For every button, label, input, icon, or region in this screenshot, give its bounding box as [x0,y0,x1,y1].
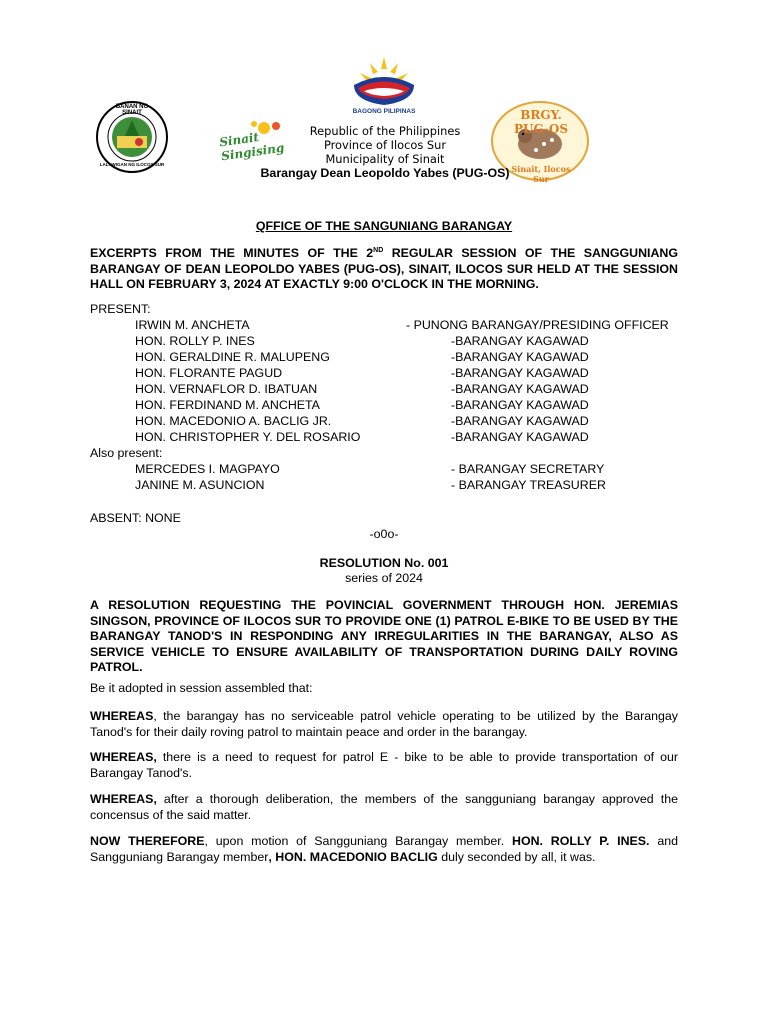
seal-top-text: BANAN NG SINAIT [115,104,149,116]
attendee-position: -BARANGAY KAGAWAD [451,350,589,364]
header-lines [300,124,470,166]
resolution-number: RESOLUTION No. 001 [319,556,449,570]
bagong-pilipinas-label: BAGONG PILIPINAS [352,108,416,115]
resolution-series: series of 2024 [345,571,423,585]
attendee-name: HON. FLORANTE PAGUD [135,366,283,380]
also-present-position: - BARANGAY TREASURER [451,478,606,492]
seconder-name: , HON. MACEDONIO BACLIG [268,849,438,864]
also-present-name: JANINE M. ASUNCION [135,478,265,492]
adopted-line: Be it adopted in session assembled that: [90,681,313,695]
mover-name: HON. ROLLY P. INES. [512,834,650,848]
attendee-name: IRWIN M. ANCHETA [135,318,250,332]
whereas-label: WHEREAS, [90,750,157,764]
whereas-paragraph-2 [90,750,678,781]
also-present-position: - BARANGAY SECRETARY [451,462,605,476]
pugos-bottom-text: Sinait, Ilocos Sur [511,164,571,184]
now-therefore-text: , upon motion of Sangguniang Barangay member. [204,834,512,848]
whereas-label: WHEREAS [90,709,154,723]
whereas-paragraph-3 [90,792,678,823]
attendee-name: HON. MACEDONIO A. BACLIG JR. [135,414,332,428]
whereas-label: WHEREAS, [90,792,157,806]
now-therefore-label: NOW THEREFORE [90,834,205,848]
attendee-name: HON. CHRISTOPHER Y. DEL ROSARIO [135,430,361,444]
tourism-text: Sinait Singising [218,130,286,164]
also-present-name: MERCEDES I. MAGPAYO [135,462,280,476]
whereas-paragraph-1 [90,709,678,740]
also-present-label: Also present: [90,446,163,460]
seal-bottom-text: LALAWIGAN NG ILOCOS SUR [99,162,165,167]
office-title: QFFICE OF THE SANGUNIANG BARANGAY [255,219,513,233]
excerpt-superscript: ND [373,247,384,254]
now-therefore-paragraph [90,834,678,865]
attendee-position: -BARANGAY KAGAWAD [451,398,589,412]
province-line: Province of Ilocos Sur [323,138,447,152]
sinait-municipal-seal [95,100,169,174]
attendee-position: - PUNONG BARANGAY/PRESIDING OFFICER [406,318,669,332]
now-therefore-text-2: and Sangguniang Barangay member [90,834,678,864]
absent-line: ABSENT: NONE [90,511,181,525]
attendee-name: HON. VERNAFLOR D. IBATUAN [135,382,318,396]
attendee-position: -BARANGAY KAGAWAD [451,414,589,428]
whereas-text: , the barangay has no serviceable patrol vehicle operating to be utilized by the Barangay Tanod's for their daily roving patrol to maintain peace and order in the barangay. [90,709,678,739]
attendee-position: -BARANGAY KAGAWAD [451,382,589,396]
now-therefore-text-3: duly seconded by all, it was. [437,849,596,864]
attendee-position: -BARANGAY KAGAWAD [451,334,589,348]
attendee-name: HON. FERDINAND M. ANCHETA [135,398,320,412]
attendee-position: -BARANGAY KAGAWAD [451,366,589,380]
excerpt-part-2: REGULAR SESSION OF THE SANGGUNIANG BARANGAY OF DEAN LEOPOLDO YABES (PUG-OS), SINAIT, ILOCOS SUR HELD AT THE SESSION HALL ON FEBRUARY 3, 2024 AT EXACTLY 9:00 O'CLOCK IN THE MORNING. [90,246,679,292]
present-label: PRESENT: [90,302,151,316]
whereas-text: after a thorough deliberation, the members of the sangguniang barangay approved the concensus of the said matter. [90,792,678,822]
municipality-line: Municipality of Sinait [325,152,445,166]
whereas-text: there is a need to request for patrol E - bike to be able to provide transportation of our Barangay Tanod's. [90,750,678,780]
attendee-position: -BARANGAY KAGAWAD [451,430,589,444]
republic-line: Republic of the Philippines [309,124,461,138]
sinait-tourism-logo [218,116,298,164]
section-divider: -o0o- [369,527,399,541]
resolution-title: A RESOLUTION REQUESTING THE POVINCIAL GOVERNMENT THROUGH HON. JEREMIAS SINGSON, PROVINCE OF ILOCOS SUR TO PROVIDE ONE (1) PATROL E-BIKE TO BE USED BY THE BARANGAY TANOD'S IN RESPONDING ANY IRREGULARITIES IN THE BARANGAY, ALSO AS SERVICE VEHICLE TO ENSURE AVAILABILITY OF TRANSPORTATION DURING DAILY ROVING PATROL. [90,598,678,675]
pugos-top-text: BRGY. PUG-OS [513,108,569,136]
excerpt-part-1: EXCERPTS FROM THE MINUTES OF THE 2 [90,246,374,261]
excerpt-heading [90,243,678,293]
attendee-name: HON. GERALDINE R. MALUPENG [135,350,330,364]
attendee-name: HON. ROLLY P. INES [135,334,255,348]
barangay-name: Barangay Dean Leopoldo Yabes (PUG-OS) [260,166,510,180]
